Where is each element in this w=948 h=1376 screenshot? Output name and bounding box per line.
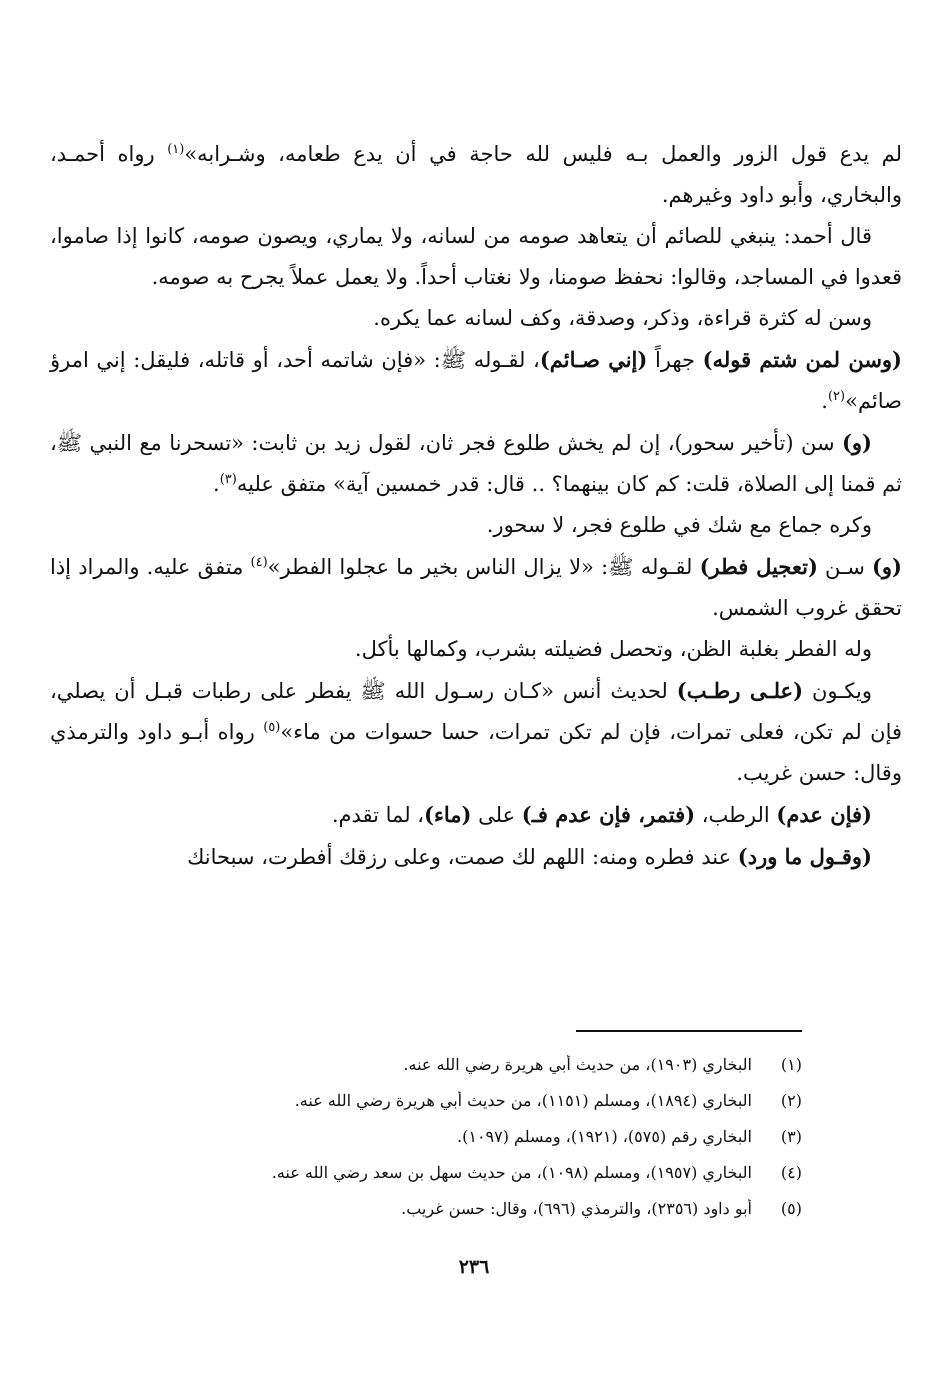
footnote-marker: (٤) [250,555,268,570]
footnotes [120,1046,802,1226]
text-segment: ، لما تقدم. [331,803,425,827]
text-segment: قال أحمد: ينبغي للصائم أن يتعاهد صومه من لسانه، ولا يماري، ويصون صومه، كانوا إذا صاموا، قعدوا في المساجد، وقالوا: نحفظ صومنا، ولا نغتاب أحداً. ولا يعمل عملاً يجرح به صومه. [50,224,902,289]
paragraph [50,629,902,670]
text-segment: جهراً [647,348,703,372]
footnote-separator [576,1030,802,1032]
bold-term: (تعجيل فطر) [699,554,818,579]
footnote-text: أبو داود (٢٣٥٦)، والترمذي (٦٩٦)، وقال: حسن غريب. [401,1198,752,1218]
main-text [50,134,902,878]
bold-term: (إني صـائم) [539,347,648,372]
bold-term: (ماء) [424,802,472,827]
text-segment: ، لقـوله ﷺ: «فإن شاتمه أحد، أو قاتله، فليقل: إني امرؤ صائم» [50,348,902,413]
footnote-marker: (٥) [263,720,281,735]
text-segment: . [213,472,220,496]
footnote [120,1046,802,1082]
bold-term: (وقـول ما ورد) [737,844,872,869]
footnote-text: البخاري رقم (٥٧٥)، (١٩٢١)، ومسلم (١٠٩٧). [457,1126,752,1146]
footnote-number: (٣) [780,1126,802,1146]
text-segment: الرطب، [695,803,777,827]
paragraph [50,505,902,546]
paragraph [50,546,902,629]
text-segment: لقـوله ﷺ: «لا يزال الناس بخير ما عجلوا الفطر» [267,555,700,579]
footnote [120,1154,802,1190]
footnote-number: (٢) [780,1090,802,1110]
footnote-marker: (١) [167,142,185,157]
bold-term: (وسن لمن شتم قوله) [702,347,902,372]
paragraph [50,422,902,505]
footnote-text: البخاري (١٩٥٧)، ومسلم (١٠٩٨)، من حديث سهل بن سعد رضي الله عنه. [271,1162,752,1182]
text-segment: سن (تأخير سحور)، إن لم يخش طلوع فجر ثان، لقول زيد بن ثابت: «تسحرنا مع النبي ﷺ، ثم قمنا إلى الصلاة، قلت: كم كان بينهما؟ .. قال: قدر خمسين آية» متفق عليه [50,431,902,496]
footnote [120,1082,802,1118]
text-segment: . [821,389,828,413]
paragraph [50,298,902,339]
text-segment: وكره جماع مع شك في طلوع فجر، لا سحور. [486,513,872,537]
text-segment: ويكـون [803,679,872,703]
paragraph [50,339,902,422]
footnote-text: البخاري (١٩٠٣)، من حديث أبي هريرة رضي الله عنه. [403,1054,752,1074]
footnote [120,1190,802,1226]
text-segment: لم يدع قول الزور والعمل بـه فليس لله حاجة في أن يدع طعامه، وشـرابه» [184,142,902,166]
text-segment: رواه أبـو داود والترمذي وقال: حسن غريب. [50,720,902,785]
bold-term: (و) [871,554,902,579]
paragraph [50,670,902,794]
text-segment: عند فطره ومنه: اللهم لك صمت، وعلى رزقك أفطرت، سبحانك [187,845,738,869]
footnote-number: (٤) [780,1162,802,1182]
text-segment: لحديث أنس «كـان رسـول الله ﷺ يفطر على رطبات قبـل أن يصلي، فإن لم تكن، فعلى تمرات، فإن لم تكن تمرات، حسا حسوات من ماء» [50,679,903,744]
paragraph [50,794,902,836]
paragraph [50,836,902,878]
text-segment: متفق عليه. والمراد إذا تحقق غروب الشمس. [50,555,902,620]
text-segment: سـن [817,555,872,579]
text-segment: على [471,803,522,827]
footnote-marker: (٢) [827,389,846,404]
footnote-number: (٥) [780,1198,802,1218]
bold-term: (فإن عدم) [776,802,872,827]
bold-term: (فتمر، فإن عدم فـ) [521,802,696,827]
bold-term: (علـى رطـب) [676,678,804,703]
footnote-text: البخاري (١٨٩٤)، ومسلم (١١٥١)، من حديث أبي هريرة رضي الله عنه. [294,1090,752,1110]
footnote-number: (١) [780,1054,802,1074]
text-segment: وله الفطر بغلبة الظن، وتحصل فضيلته بشرب، وكمالها بأكل. [354,637,872,661]
bold-term: (و) [841,430,872,455]
footnote [120,1118,802,1154]
footnote-marker: (٣) [219,472,237,487]
paragraph [50,134,902,216]
text-segment: رواه أحمـد، والبخاري، وأبو داود وغيرهم. [50,142,902,207]
paragraph [50,216,902,298]
page-number: ٢٣٦ [458,1256,490,1278]
text-segment: وسن له كثرة قراءة، وذكر، وصدقة، وكف لسانه عما يكره. [373,306,872,330]
